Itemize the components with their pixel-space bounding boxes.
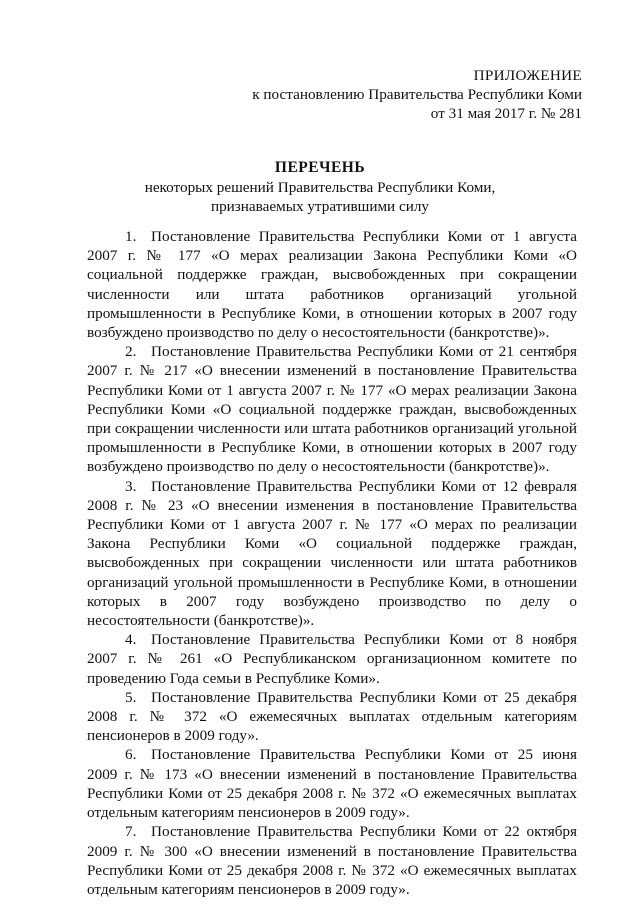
document-subtitle-line-1: некоторых решений Правительства Республики Коми, xyxy=(144,179,496,196)
title-block xyxy=(0,158,640,216)
list-item xyxy=(87,630,577,688)
appendix-date-line: от 31 мая 2017 г. № 281 xyxy=(430,105,582,122)
list-item xyxy=(87,227,577,342)
list-item xyxy=(87,688,577,746)
list-item xyxy=(87,477,577,631)
list-item xyxy=(87,822,577,899)
list-item-text: Постановление Правительства Республики Коми от 22 октября 2009 г. № 300 «О внесении изменений в постановление Правительства Республики Коми от 25 декабря 2008 г. № 372 «О ежемесячных выплатах отдельным категориям пенсионеров в 2009 году». xyxy=(87,823,577,898)
list-item-text: Постановление Правительства Республики Коми от 12 февраля 2008 г. № 23 «О внесении изменения в постановление Правительства Республики Коми от 1 августа 2007 г. № 177 «О мерах по реализации Закона Республики Коми «О социальной поддержке граждан, высвобожденных при сокращении численности или штата работников организаций угольной промышленности в Республике Коми, в отношении которых в 2007 году возбуждено производство по делу о несостоятельности (банкротстве)». xyxy=(87,477,577,630)
list-item-text: Постановление Правительства Республики Коми от 25 июня 2009 г. № 173 «О внесении изменений в постановление Правительства Республики Коми от 25 декабря 2008 г. № 372 «О ежемесячных выплатах отдельным категориям пенсионеров в 2009 году». xyxy=(87,746,577,822)
document-subtitle-line-2: признаваемых утратившими силу xyxy=(210,198,430,215)
list-item-number: 7. xyxy=(125,823,137,841)
appendix-resolution-line: к постановлению Правительства Республики Коми xyxy=(252,86,582,103)
appendix-label: ПРИЛОЖЕНИЕ xyxy=(473,67,582,84)
appendix-header xyxy=(252,66,582,123)
list-item-number: 1. xyxy=(125,228,137,245)
list-item-number: 5. xyxy=(125,688,137,706)
list-item-number: 6. xyxy=(125,746,137,764)
document-title: ПЕРЕЧЕНЬ xyxy=(274,159,366,176)
list-item-text: Постановление Правительства Республики Коми от 25 декабря 2008 г. № 372 «О ежемесячных выплатах отдельным категориям пенсионеров в 2009 году». xyxy=(87,688,577,745)
list-item-text: Постановление Правительства Республики Коми от 21 сентября 2007 г. № 217 «О внесении изменений в постановление Правительства Республики Коми от 1 августа 2007 г. № 177 «О мерах реализации Закона Республики Коми «О социальной поддержке граждан, высвобожденных при сокращении численности или штата работников организаций угольной промышленности в Республике Коми, в отношении которых в 2007 году возбуждено производство по делу о несостоятельности (банкротстве)». xyxy=(87,343,577,476)
resolutions-list xyxy=(87,227,577,899)
list-item-text: Постановление Правительства Республики Коми от 8 ноября 2007 г. № 261 «О Республиканском организационном комитете по проведению Года семьи в Республике Коми». xyxy=(87,631,577,687)
list-item xyxy=(87,745,577,822)
list-item-number: 2. xyxy=(125,343,137,361)
list-item-text: Постановление Правительства Республики Коми от 1 августа 2007 г. № 177 «О мерах реализации Закона Республики Коми «О социальной поддержке граждан, высвобожденных при сокращении численности или штата работников организаций угольной промышленности в Республике Коми, в отношении которых в 2007 году возбуждено производство по делу о несостоятельности (банкротстве)». xyxy=(87,228,577,342)
list-item-number: 4. xyxy=(125,631,137,649)
list-item-number: 3. xyxy=(125,477,137,495)
list-item xyxy=(87,342,577,476)
